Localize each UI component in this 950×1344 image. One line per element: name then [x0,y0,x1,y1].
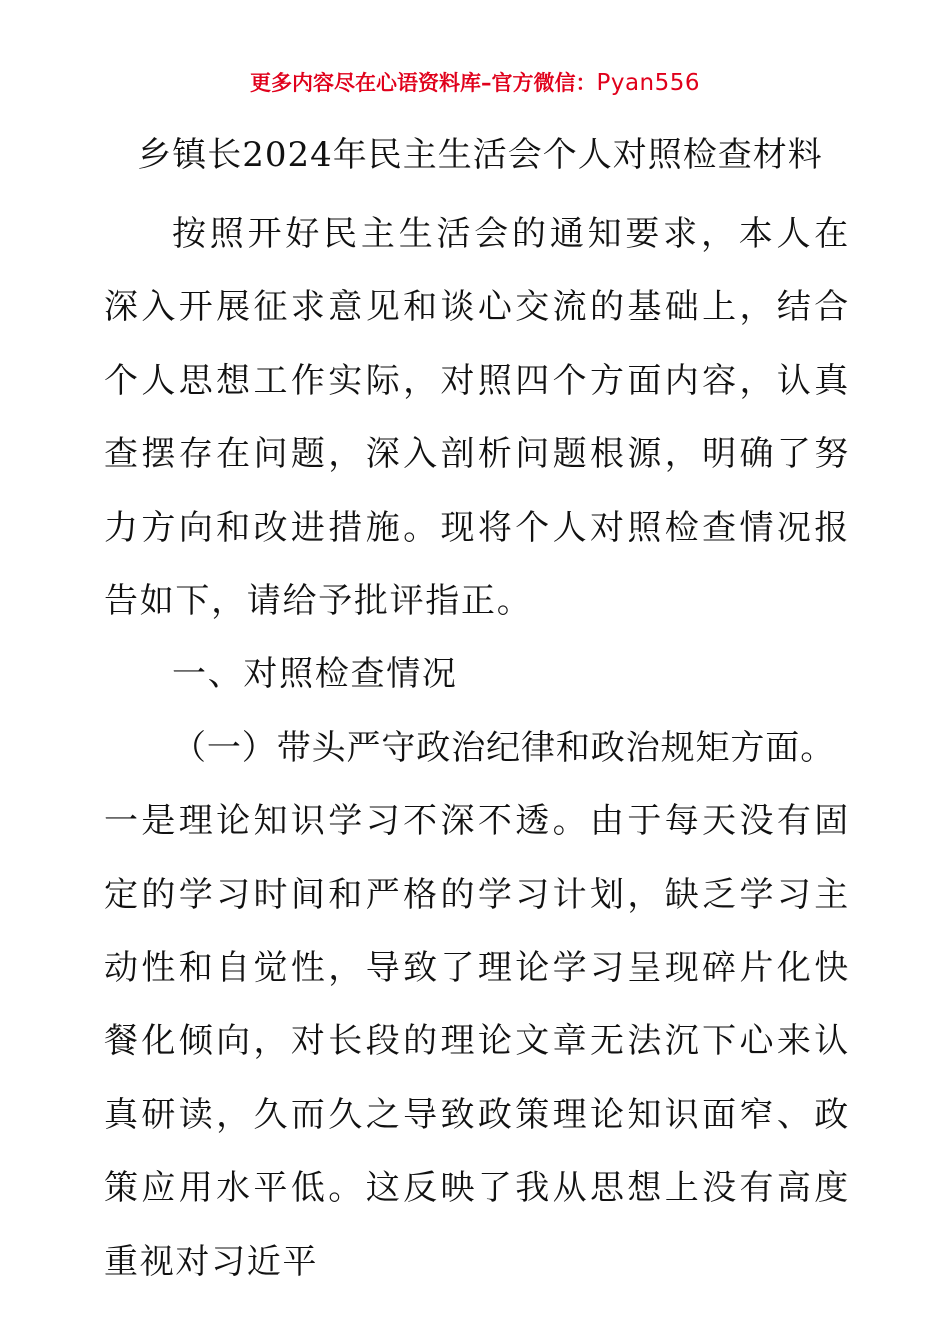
watermark-banner [0,68,950,98]
section-heading: 一、对照检查情况 [172,654,458,695]
banner-library-text: 更多内容尽在心语资料库 [249,71,481,95]
subsection-heading: （一）带头严守政治纪律和政治规矩方面。 [172,727,836,768]
subsection-paragraph: 一是理论知识学习不深不透。由于每天没有固定的学习时间和严格的学习计划，缺乏学习主动性和自觉性，导致了理论学习呈现碎片化快餐化倾向，对长段的理论文章无法沉下心来认真研读，久而久之导致政策理论知识面窄、政策应用水平低。这反映了我从思想上没有高度重视对习近平 [104,801,850,1282]
intro-paragraph: 按照开好民主生活会的通知要求，本人在深入开展征求意见和谈心交流的基础上，结合个人思想工作实际，对照四个方面内容，认真查摆存在问题，深入剖析问题根源，明确了努力方向和改进措施。现将个人对照检查情况报告如下，请给予批评指正。 [104,214,850,622]
banner-wechat-label: –官方微信： [480,71,597,95]
banner-wechat-id: Pyan556 [596,70,701,96]
document-title: 乡镇长2024年民主生活会个人对照检查材料 [137,135,823,175]
document-body [104,198,850,1299]
